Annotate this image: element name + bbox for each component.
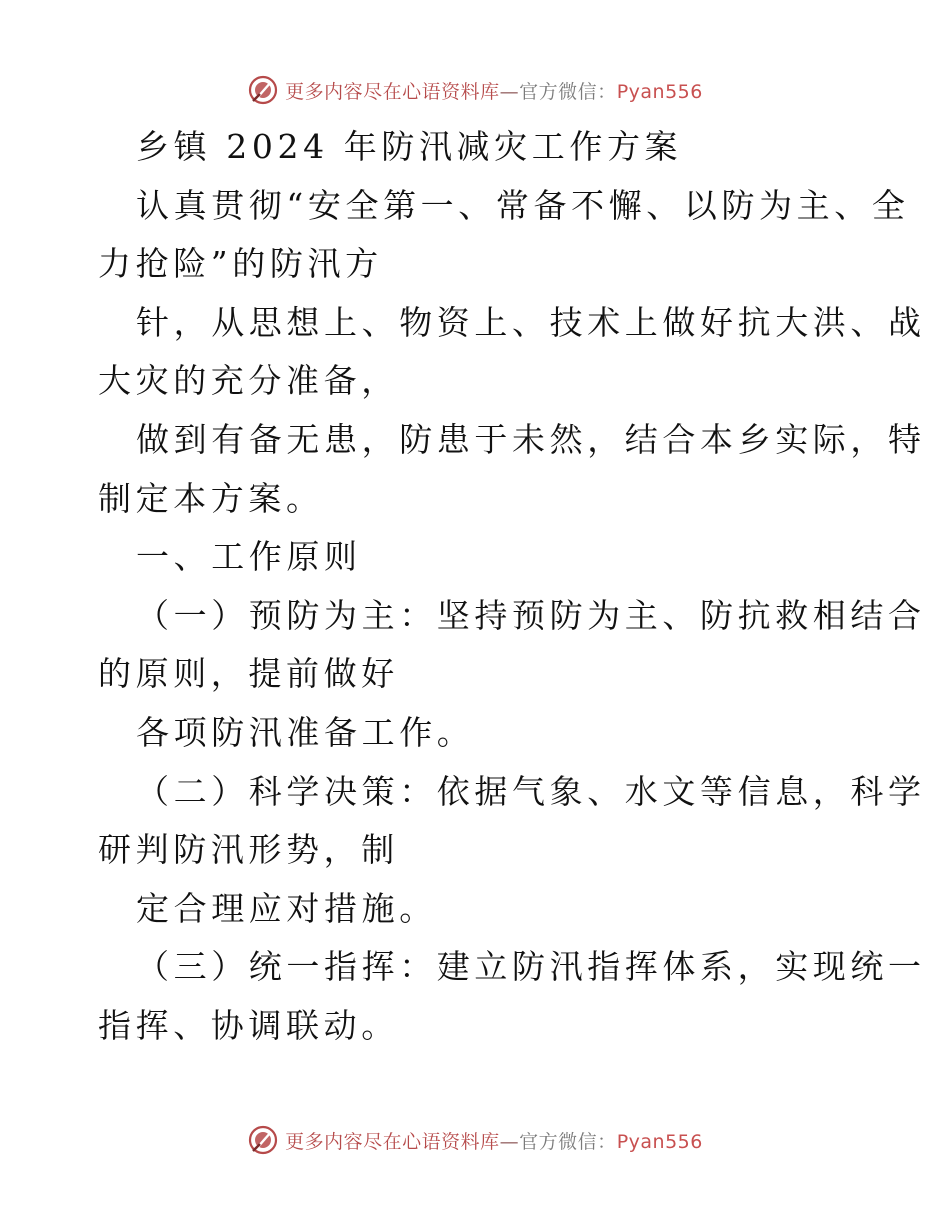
doc-line: 研判防汛形势，制 xyxy=(98,830,399,870)
doc-line: 定合理应对措施。 xyxy=(136,888,437,928)
watermark-text xyxy=(285,77,703,104)
watermark-dash: — xyxy=(499,80,520,103)
watermark-site: 更多内容尽在心语资料库 xyxy=(285,1130,500,1153)
watermark-logo-icon xyxy=(247,1124,279,1156)
watermark-wechat-id: Pyan556 xyxy=(616,1130,703,1153)
document-body xyxy=(98,118,926,1056)
doc-line: （一）预防为主：坚持预防为主、防抗救相结合 xyxy=(136,595,926,635)
doc-line: 乡镇 2024 年防汛减灾工作方案 xyxy=(136,127,683,166)
watermark-label: 官方微信： xyxy=(519,80,617,103)
doc-line: 各项防汛准备工作。 xyxy=(136,712,475,752)
header-watermark xyxy=(0,70,950,110)
doc-line: 大灾的充分准备， xyxy=(98,361,399,401)
doc-line: （二）科学决策：依据气象、水文等信息，科学 xyxy=(136,771,926,811)
watermark-text xyxy=(285,1127,703,1154)
doc-line: 力抢险”的防汛方 xyxy=(98,244,383,284)
doc-line: 针，从思想上、物资上、技术上做好抗大洪、战 xyxy=(136,302,926,342)
doc-line: 做到有备无患，防患于未然，结合本乡实际，特 xyxy=(136,419,926,459)
doc-line: 一、工作原则 xyxy=(136,537,362,577)
watermark-wechat-id: Pyan556 xyxy=(616,80,703,103)
watermark-logo-icon xyxy=(247,74,279,106)
doc-line: 制定本方案。 xyxy=(98,478,324,518)
doc-line: 的原则，提前做好 xyxy=(98,654,399,694)
watermark-label: 官方微信： xyxy=(519,1130,617,1153)
watermark-dash: — xyxy=(499,1130,520,1153)
doc-line: 指挥、协调联动。 xyxy=(98,1005,399,1045)
watermark-site: 更多内容尽在心语资料库 xyxy=(285,80,500,103)
doc-line: （三）统一指挥：建立防汛指挥体系，实现统一 xyxy=(136,947,926,987)
footer-watermark xyxy=(0,1120,950,1160)
doc-line: 认真贯彻“安全第一、常备不懈、以防为主、全 xyxy=(136,185,910,225)
